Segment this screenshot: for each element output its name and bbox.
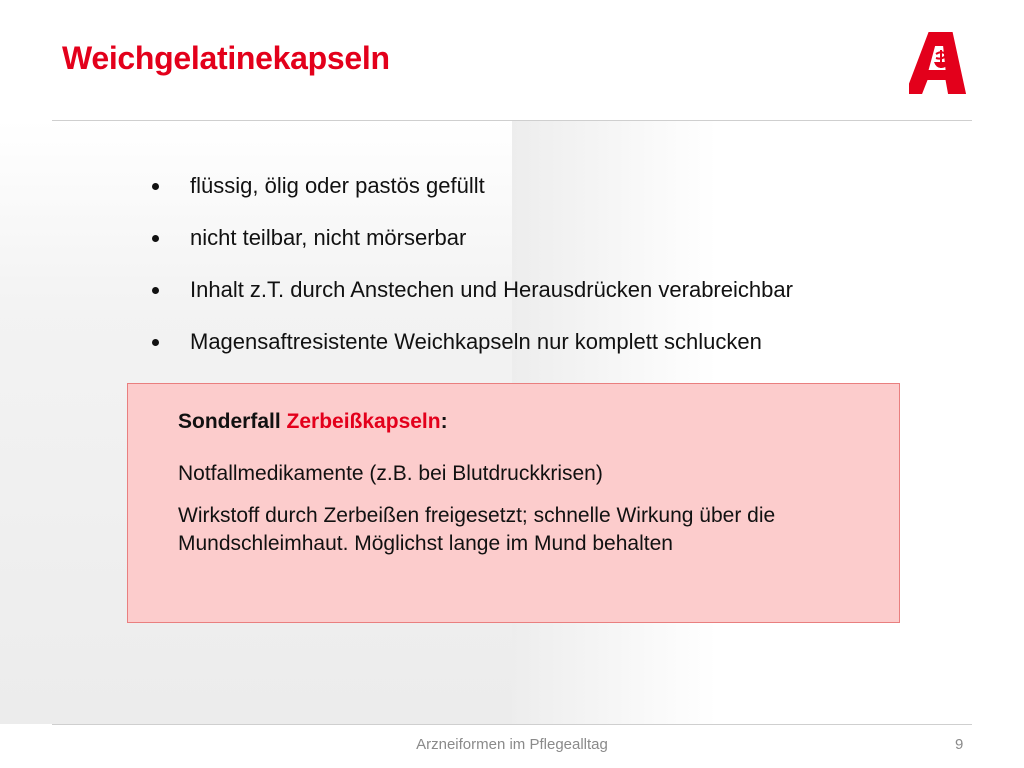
special-case-paragraph: Wirkstoff durch Zerbeißen freigesetzt; schnelle Wirkung über die Mundschleimhaut. Möglichst lange im Mund behalten — [178, 504, 776, 555]
bullet-icon — [152, 287, 159, 294]
apotheke-a-logo-icon — [909, 28, 977, 96]
slide-title: Weichgelatinekapseln — [62, 40, 390, 76]
bullet-icon — [152, 235, 159, 242]
footer-text: Arzneiformen im Pflegealltag — [416, 736, 608, 753]
list-item: flüssig, ölig oder pastös gefüllt — [150, 170, 793, 222]
special-case-line: Notfallmedikamente (z.B. bei Blutdruckkrisen) — [178, 462, 603, 485]
list-item: nicht teilbar, nicht mörserbar — [150, 222, 793, 274]
list-item: Inhalt z.T. durch Anstechen und Herausdrücken verabreichbar — [150, 274, 793, 326]
bullet-icon — [152, 183, 159, 190]
header-divider — [52, 120, 972, 121]
bullet-icon — [152, 339, 159, 346]
list-item: Magensaftresistente Weichkapseln nur komplett schlucken — [150, 326, 793, 378]
page-number: 9 — [955, 736, 964, 753]
special-case-box — [127, 383, 900, 623]
footer-divider — [52, 724, 972, 725]
bullet-list — [150, 170, 793, 378]
special-case-heading: Sonderfall Zerbeißkapseln: — [178, 410, 448, 433]
